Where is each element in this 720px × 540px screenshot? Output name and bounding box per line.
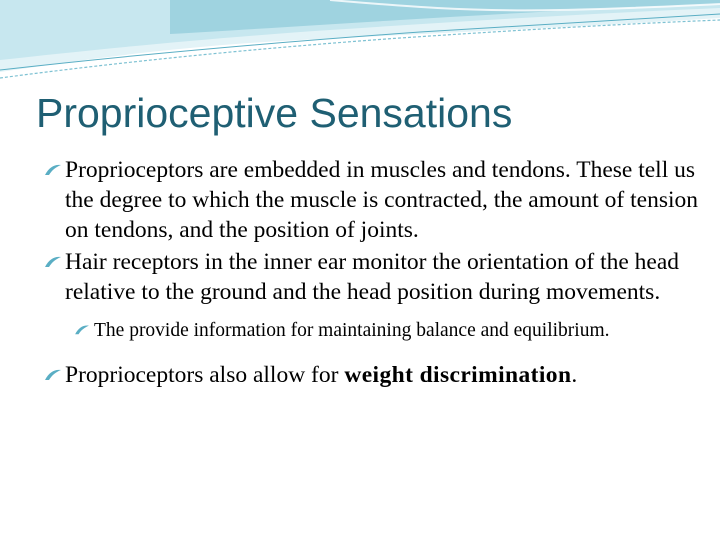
bullet-item xyxy=(44,155,704,245)
bullet-text-prefix: Proprioceptors also allow for xyxy=(65,362,345,388)
swoosh-bullet-icon xyxy=(44,255,62,269)
bullet-item xyxy=(44,247,704,307)
bullet-item xyxy=(44,360,704,390)
header-wave-decoration xyxy=(0,0,720,90)
bullet-text-suffix: . xyxy=(571,362,578,388)
slide-title: Proprioceptive Sensations xyxy=(36,90,513,136)
bullet-emphasis: weight discrimination xyxy=(344,362,572,388)
bullet-text: Proprioceptors are embedded in muscles and tendons. These tell us the degree to which the muscle is contracted, the amount of tension on tendons, and the position of joints. xyxy=(65,157,698,243)
sub-bullet-text: The provide information for maintaining balance and equilibrium. xyxy=(94,320,610,341)
bullet-text: Hair receptors in the inner ear monitor the orientation of the head relative to the ground and the head position during movements. xyxy=(65,249,680,305)
swoosh-bullet-icon xyxy=(44,368,62,382)
slide-body xyxy=(44,155,704,390)
swoosh-bullet-icon xyxy=(44,163,62,177)
sub-bullet-item xyxy=(44,318,704,344)
swoosh-bullet-icon xyxy=(74,324,90,336)
